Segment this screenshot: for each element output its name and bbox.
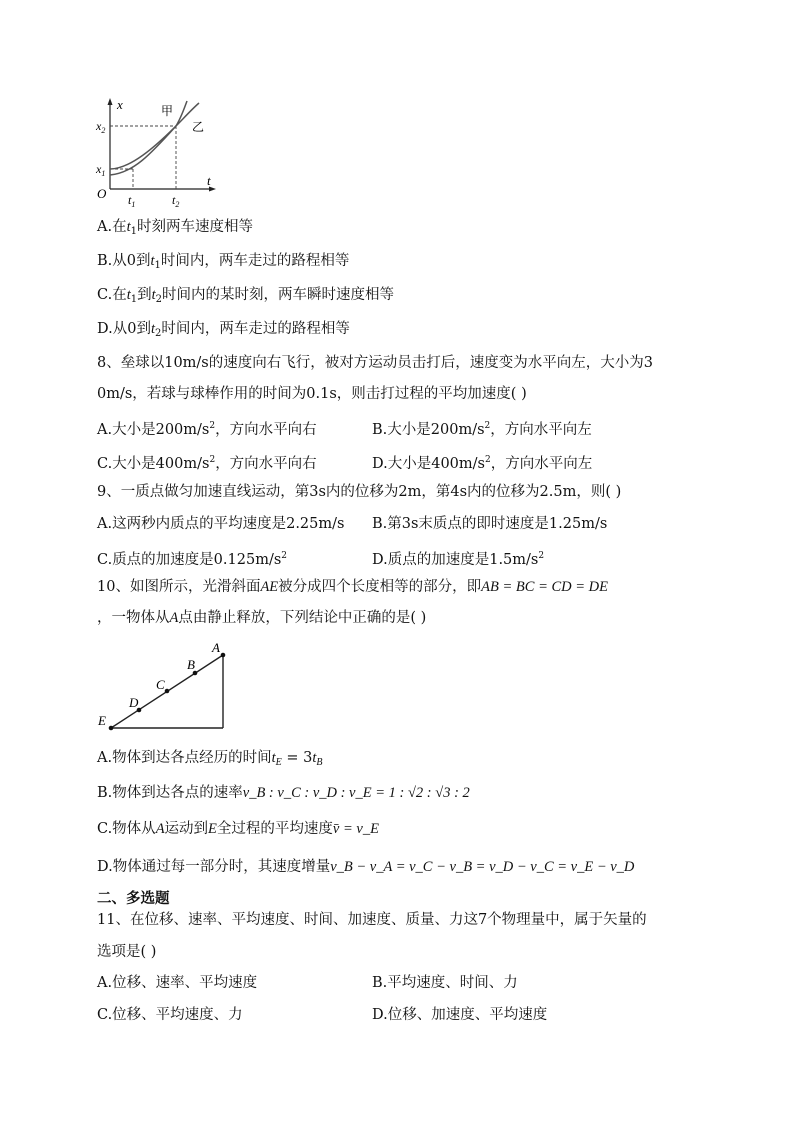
t1-label: $t_1$ [128,193,136,209]
axis-x-label: x [117,97,123,112]
q10-stem-line2: ，一物体从A点由静止释放，下列结论中正确的是( ) [97,610,427,626]
yi-label: 乙 [192,120,205,134]
q7-option-c[interactable]: C.在$t_1$到$t_2$时间内的某时刻，两车瞬时速度相等 [97,287,394,305]
label-e: E [98,713,106,728]
q8-stem-line1: 8、垒球以10m/s的速度向右飞行，被对方运动员击打后，速度变为水平向左，大小为3 [97,355,653,371]
t2-label: $t_2$ [172,193,180,209]
jia-label: 甲 [161,104,174,118]
q11-option-a[interactable]: A.位移、速率、平均速度 [97,975,258,991]
label-b: B [187,657,195,672]
q7-option-b[interactable]: B.从0到$t_1$时间内，两车走过的路程相等 [97,253,350,271]
point-c [165,689,170,694]
label-a: A [212,640,220,655]
x-t-graph [95,95,225,210]
x-axis-arrow [108,98,113,105]
q9-option-d[interactable]: D.质点的加速度是$1.5m/s^2$ [372,551,545,568]
q11-option-c[interactable]: C.位移、平均速度、力 [97,1007,243,1023]
q11-stem-line2: 选项是( ) [97,944,157,960]
q8-option-d[interactable]: D.大小是$400m/s^2$，方向水平向左 [372,455,593,472]
curve-jia [110,101,187,175]
q8-option-b[interactable]: B.大小是$200m/s^2$，方向水平向左 [372,421,592,438]
x1-label: $x_1$ [96,162,106,178]
q9-option-a[interactable]: A.这两秒内质点的平均速度是2.25m/s [97,516,345,532]
axis-t-label: t [207,173,211,188]
q8-option-c[interactable]: C.大小是$400m/s^2$，方向水平向右 [97,455,317,472]
q10-option-b[interactable]: B.物体到达各点的速率v_B : v_C : v_D : v_E = 1 : √2 : √3 : 2 [97,785,470,801]
label-d: D [129,695,139,710]
section-title-multi-choice: 二、多选题 [97,890,170,907]
curve-yi [110,103,199,169]
label-c: C [156,677,165,692]
q10-option-d[interactable]: D.物体通过每一部分时，其速度增量v_B − v_A = v_C − v_B = v_D − v_C = v_E − v_D [97,859,635,875]
origin-label: O [97,186,107,201]
q10-option-c[interactable]: C.物体从A运动到E全过程的平均速度v̄ = v_E [97,821,379,837]
q9-option-b[interactable]: B.第3s末质点的即时速度是1.25m/s [372,516,608,532]
q7-option-d[interactable]: D.从0到$t_2$时间内，两车走过的路程相等 [97,321,350,339]
q11-stem-line1: 11、在位移、速率、平均速度、时间、加速度、质量、力这7个物理量中，属于矢量的 [97,912,647,928]
q9-option-c[interactable]: C.质点的加速度是$0.125m/s^2$ [97,551,288,568]
q9-stem: 9、一质点做匀加速直线运动，第3s内的位移为2m，第4s内的位移为2.5m，则( ) [97,484,622,500]
q7-option-a[interactable]: A.在$t_1$时刻两车速度相等 [97,219,253,237]
q10-option-a[interactable]: A.物体到达各点经历的时间$t_E = 3t_B$ [97,750,323,768]
incline-figure [95,640,235,735]
q8-stem-line2: 0m/s，若球与球棒作用的时间为0.1s，则击打过程的平均加速度( ) [97,386,527,402]
point-e [109,726,114,731]
point-a [221,653,226,658]
q10-stem-line1: 10、如图所示，光滑斜面AE被分成四个长度相等的部分，即AB = BC = CD = DE [97,579,608,595]
q11-option-d[interactable]: D.位移、加速度、平均速度 [372,1007,548,1023]
q8-option-a[interactable]: A.大小是$200m/s^2$，方向水平向右 [97,421,317,438]
x2-label: $x_2$ [96,119,106,135]
q11-option-b[interactable]: B.平均速度、时间、力 [372,975,518,991]
